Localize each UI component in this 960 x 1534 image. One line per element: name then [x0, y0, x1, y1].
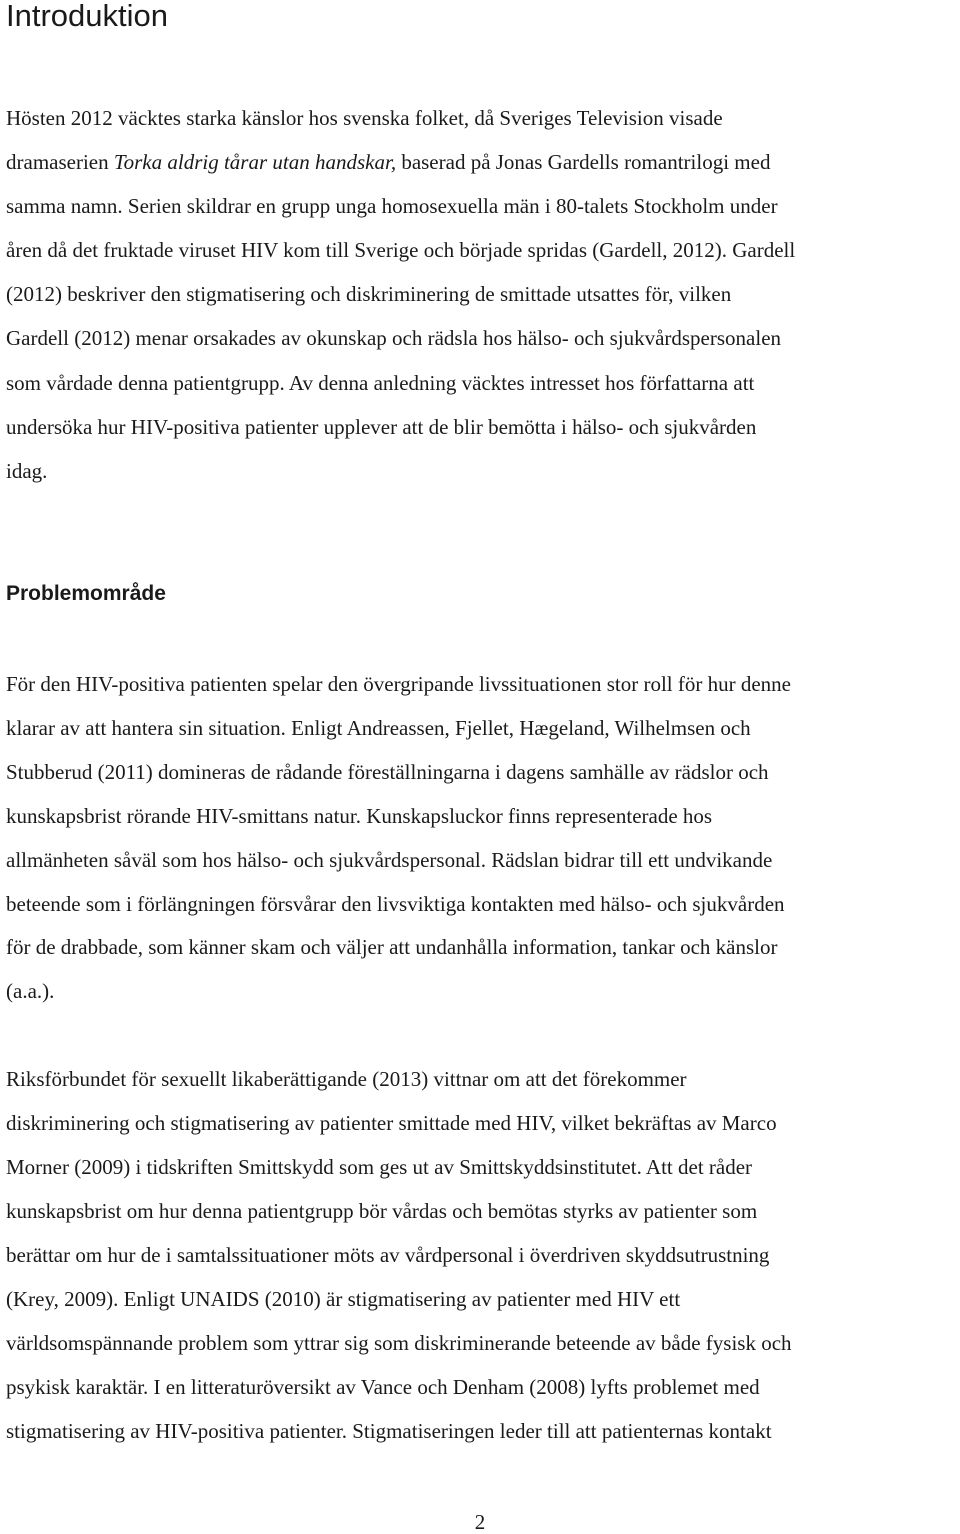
- text-line: kunskapsbrist om hur denna patientgrupp bör vårdas och bemötas styrks av patienter som: [6, 1198, 758, 1223]
- text-line: Hösten 2012 väcktes starka känslor hos svenska folket, då Sveriges Television visade: [6, 106, 723, 130]
- text-line: berättar om hur de i samtalssituationer möts av vårdpersonal i överdriven skyddsutrustning: [6, 1242, 770, 1267]
- text-line: Riksförbundet för sexuellt likaberättigande (2013) vittnar om att det förekommer: [6, 1067, 687, 1091]
- italic-title: Torka aldrig tårar utan handskar,: [113, 150, 397, 175]
- text-line: psykisk karaktär. I en litteraturöversikt av Vance och Denham (2008) lyfts problemet med: [6, 1374, 760, 1399]
- text-line: undersöka hur HIV-positiva patienter upplever att de blir bemötta i hälso- och sjukvården: [6, 414, 757, 439]
- text-segment: baserad på Jonas Gardells romantrilogi med: [396, 150, 771, 175]
- paragraph-problem-1: [6, 663, 956, 1014]
- text-line: Morner (2009) i tidskriften Smittskydd som ges ut av Smittskyddsinstitutet. Att det råder: [6, 1154, 753, 1179]
- page-number: 2: [474, 1510, 486, 1534]
- text-line: allmänheten såväl som hos hälso- och sjukvårdspersonal. Rädslan bidrar till ett undvikande: [6, 847, 773, 872]
- text-line: (2012) beskriver den stigmatisering och diskriminering de smittade utsattes för, vilken: [6, 282, 732, 307]
- text-line: För den HIV-positiva patienten spelar den övergripande livssituationen stor roll för hur denne: [6, 672, 791, 696]
- text-line: kunskapsbrist rörande HIV-smittans natur. Kunskapsluckor finns representerade hos: [6, 803, 713, 828]
- paragraph-intro: [6, 96, 956, 493]
- text-line: (Krey, 2009). Enligt UNAIDS (2010) är stigmatisering av patienter med HIV ett: [6, 1286, 681, 1311]
- text-line: beteende som i förlängningen försvårar den livsviktiga kontakten med hälso- och sjukvården: [6, 891, 785, 916]
- text-line: åren då det fruktade viruset HIV kom till Sverige och började spridas (Gardell, 2012). Gardell: [6, 238, 796, 263]
- text-line: [6, 140, 956, 184]
- text-line: Gardell (2012) menar orsakades av okunskap och rädsla hos hälso- och sjukvårdspersonalen: [6, 326, 782, 351]
- text-line: som vårdade denna patientgrupp. Av denna anledning väcktes intresset hos författarna att: [6, 370, 755, 395]
- paragraph-problem-2: [6, 1058, 956, 1454]
- text-line: idag.: [6, 458, 48, 483]
- text-line: (a.a.).: [6, 979, 55, 1004]
- text-line: världsomspännande problem som yttrar sig som diskriminerande beteende av både fysisk och: [6, 1330, 792, 1355]
- heading-introduktion: Introduktion: [6, 0, 168, 33]
- text-line: samma namn. Serien skildrar en grupp unga homosexuella män i 80-talets Stockholm under: [6, 194, 778, 219]
- text-line: Stubberud (2011) domineras de rådande föreställningarna i dagens samhälle av rädslor och: [6, 759, 769, 784]
- text-line: diskriminering och stigmatisering av patienter smittade med HIV, vilket bekräftas av Marco: [6, 1110, 777, 1135]
- heading-problemomrade: Problemområde: [6, 582, 166, 605]
- text-line: stigmatisering av HIV-positiva patienter. Stigmatiseringen leder till att patienternas kontakt: [6, 1418, 772, 1443]
- text-segment: dramaserien: [6, 150, 114, 175]
- text-line: för de drabbade, som känner skam och väljer att undanhålla information, tankar och känslor: [6, 935, 778, 960]
- text-line: klarar av att hantera sin situation. Enligt Andreassen, Fjellet, Hægeland, Wilhelmsen och: [6, 715, 751, 740]
